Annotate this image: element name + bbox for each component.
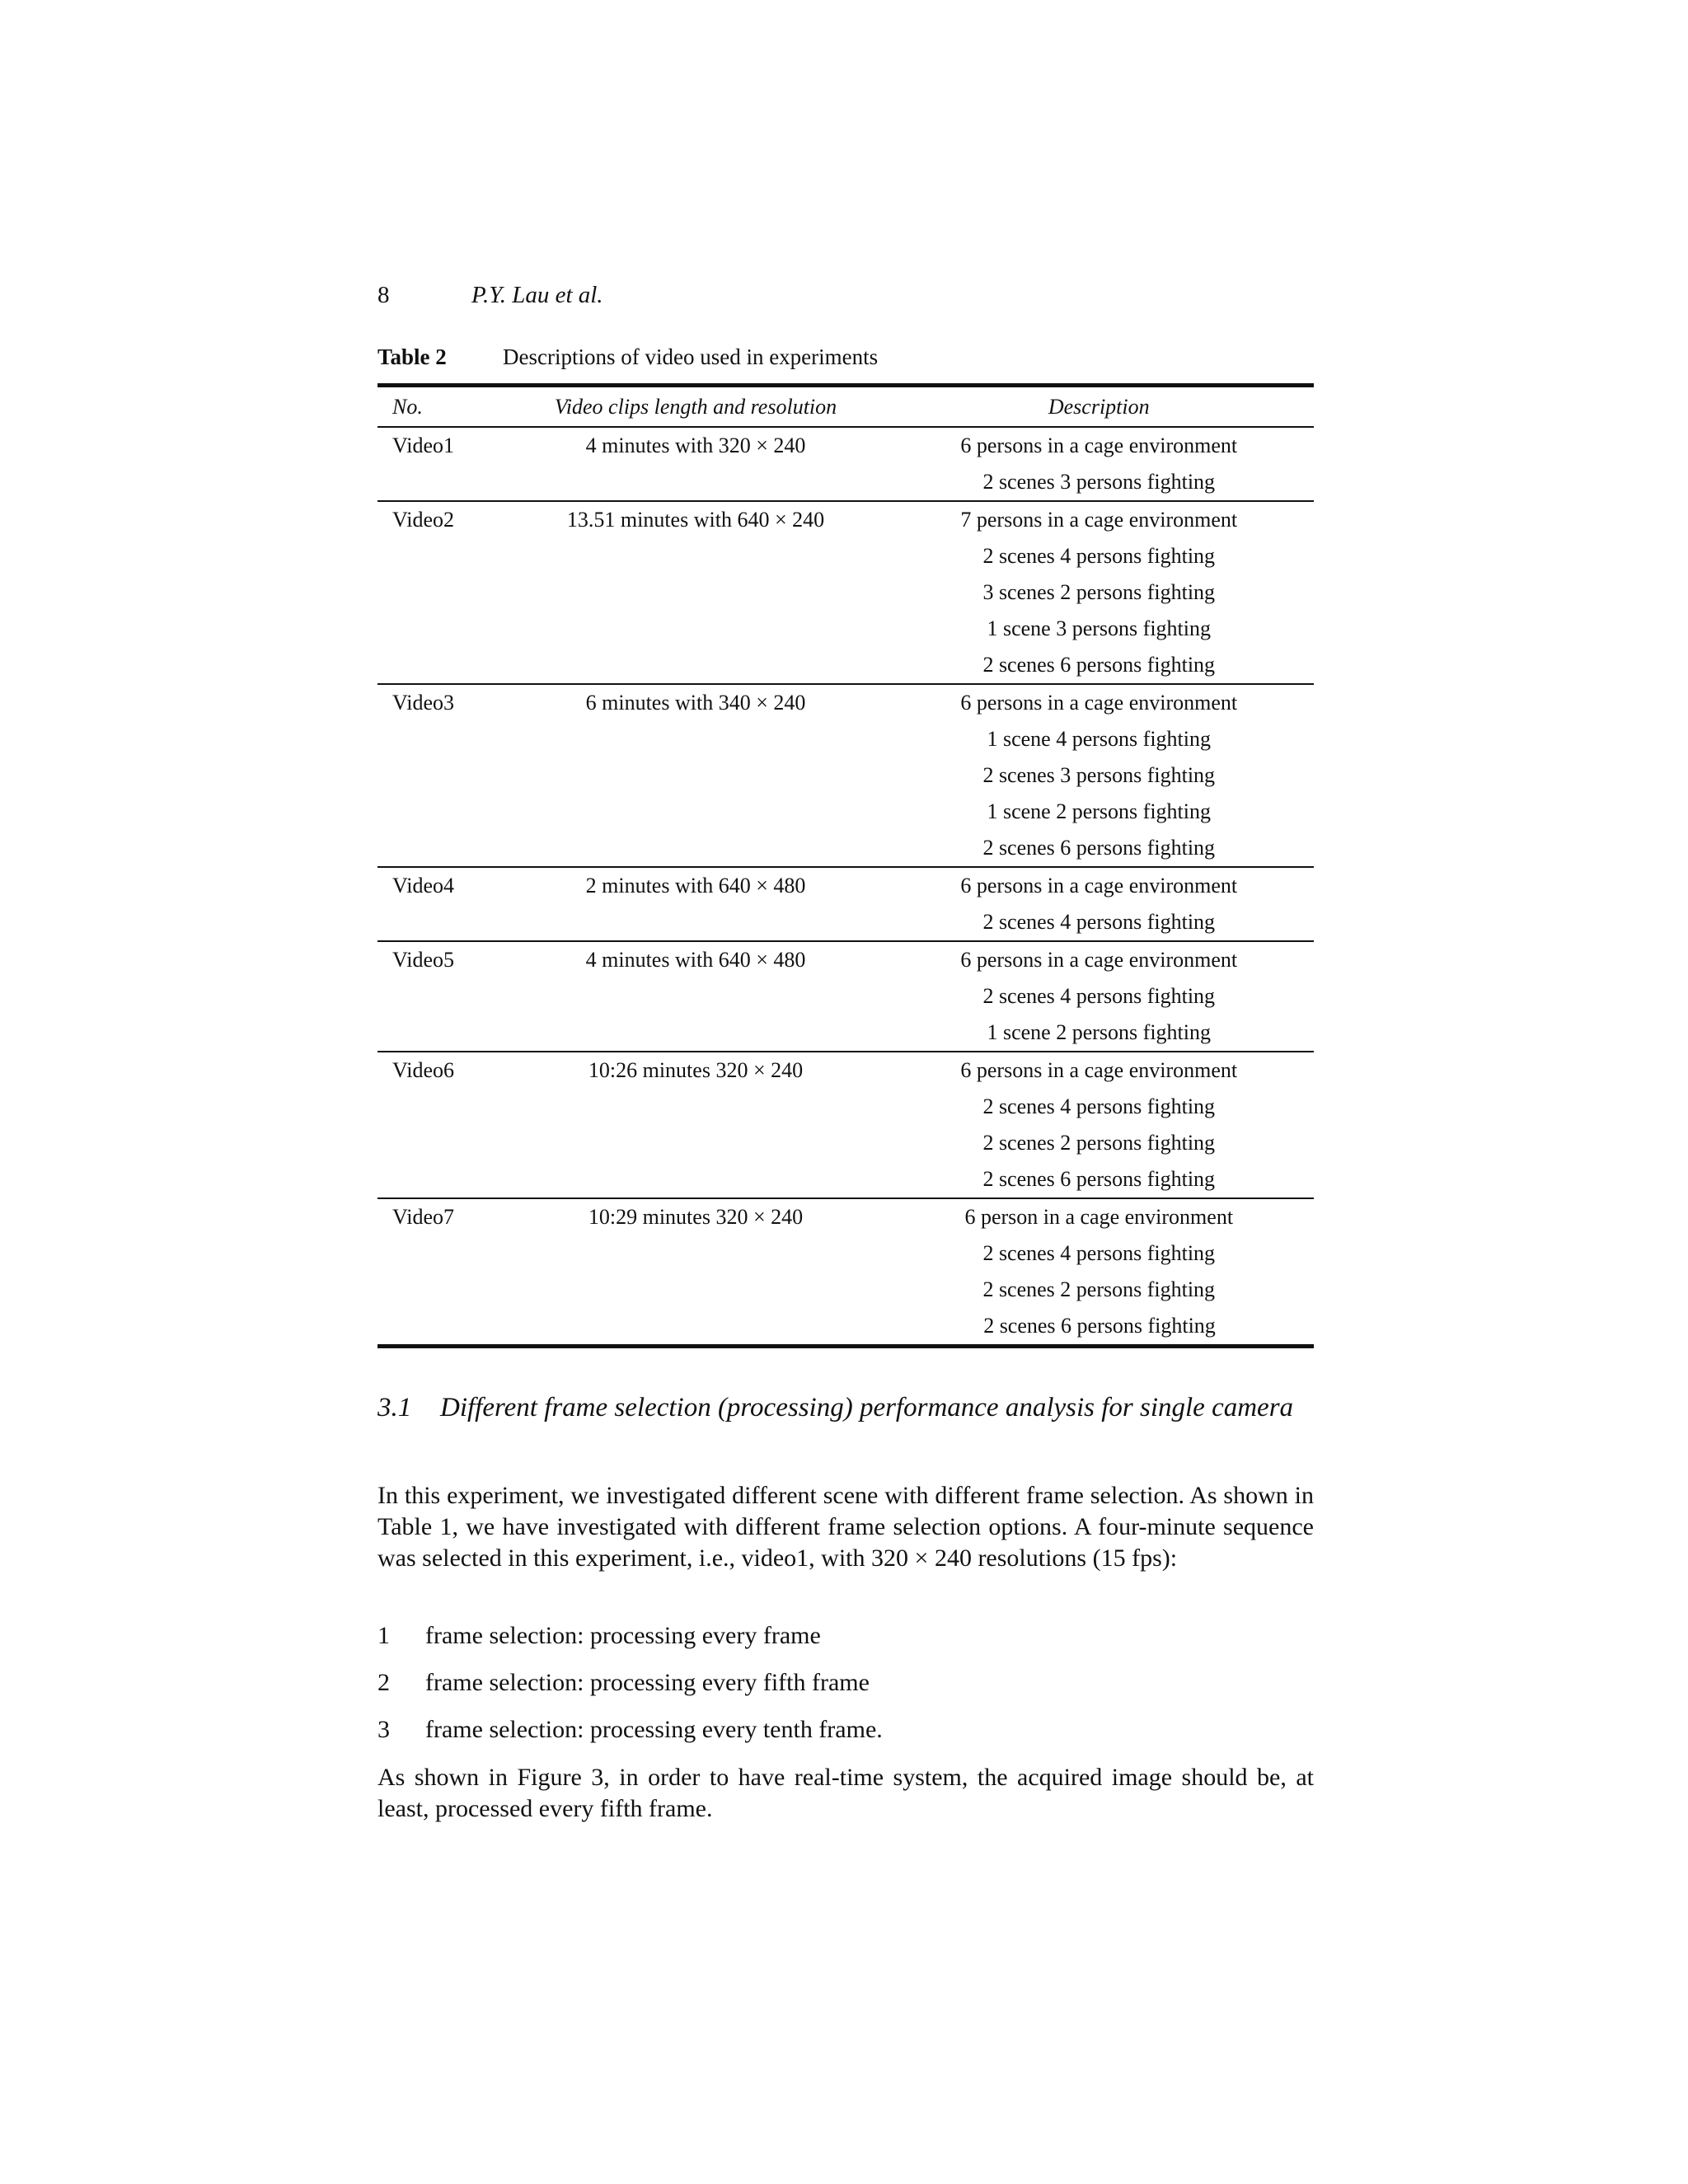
cell-length-resolution xyxy=(508,1161,884,1198)
cell-description: 6 persons in a cage environment xyxy=(960,1058,1238,1082)
cell-description: 3 scenes 2 persons fighting xyxy=(982,580,1216,604)
table-row xyxy=(377,941,1314,978)
list-item xyxy=(377,1620,1314,1667)
cell-description: 2 scenes 4 persons fighting xyxy=(982,1094,1216,1118)
table-row xyxy=(377,1198,1314,1235)
cell-video-no xyxy=(377,830,508,867)
cell-length-resolution xyxy=(508,721,884,757)
table-row xyxy=(377,1015,1314,1052)
cell-description: 6 person in a cage environment xyxy=(964,1205,1234,1229)
cell-video-no: Video1 xyxy=(392,434,454,457)
cell-video-no xyxy=(377,1161,508,1198)
cell-description: 2 scenes 4 persons fighting xyxy=(884,904,1315,941)
table-row xyxy=(377,647,1314,684)
column-header-length: Video clips length and resolution xyxy=(554,394,837,419)
table-row xyxy=(377,1308,1314,1347)
cell-length-resolution xyxy=(508,978,884,1015)
table-row xyxy=(377,611,1314,647)
table-caption xyxy=(377,342,878,372)
cell-video-no xyxy=(377,978,508,1015)
table-caption-text: Descriptions of video used in experiments xyxy=(503,344,879,369)
table-row xyxy=(377,830,1314,867)
running-head: P.Y. Lau et al. xyxy=(471,282,603,308)
table-row xyxy=(377,904,1314,941)
list-item-text: frame selection: processing every fifth frame xyxy=(425,1669,870,1696)
list-item xyxy=(377,1714,1314,1761)
cell-description: 2 scenes 2 persons fighting xyxy=(982,1131,1216,1155)
cell-description: 2 scenes 3 persons fighting xyxy=(982,763,1216,787)
column-header-no: No. xyxy=(392,394,423,419)
cell-length-resolution xyxy=(508,757,884,794)
cell-description: 2 scenes 6 persons fighting xyxy=(884,830,1315,867)
cell-length-resolution: 6 minutes with 340 × 240 xyxy=(585,691,806,715)
cell-length-resolution: 13.51 minutes with 640 × 240 xyxy=(566,508,825,532)
cell-description: 1 scene 2 persons fighting xyxy=(884,1015,1315,1052)
cell-video-no xyxy=(377,574,508,611)
cell-length-resolution xyxy=(508,647,884,684)
cell-video-no xyxy=(377,1125,508,1161)
cell-video-no: Video5 xyxy=(392,948,454,972)
cell-video-no xyxy=(377,904,508,941)
video-descriptions-table xyxy=(377,383,1314,1348)
cell-length-resolution xyxy=(508,794,884,830)
page-header xyxy=(377,279,603,312)
cell-video-no xyxy=(377,538,508,574)
cell-length-resolution xyxy=(508,904,884,941)
cell-description: 2 scenes 6 persons fighting xyxy=(884,1161,1315,1198)
list-item-number: 2 xyxy=(377,1669,390,1696)
table-header xyxy=(377,386,1314,428)
cell-video-no xyxy=(377,757,508,794)
cell-description: 2 scenes 4 persons fighting xyxy=(982,984,1216,1008)
cell-length-resolution: 10:26 minutes 320 × 240 xyxy=(588,1058,804,1082)
frame-selection-list xyxy=(377,1620,1314,1761)
cell-length-resolution: 4 minutes with 320 × 240 xyxy=(585,434,806,457)
cell-description: 1 scene 3 persons fighting xyxy=(987,616,1211,640)
cell-description: 2 scenes 4 persons fighting xyxy=(982,1241,1216,1265)
section-heading xyxy=(377,1391,1314,1424)
cell-description: 2 scenes 6 persons fighting xyxy=(884,647,1315,684)
table-row xyxy=(377,1125,1314,1161)
table-row xyxy=(377,684,1314,721)
table-row xyxy=(377,1161,1314,1198)
cell-description: 6 persons in a cage environment xyxy=(960,691,1238,715)
cell-length-resolution xyxy=(508,1308,884,1347)
table-header-row xyxy=(377,386,1314,428)
cell-video-no xyxy=(377,611,508,647)
cell-length-resolution: 10:29 minutes 320 × 240 xyxy=(588,1205,804,1229)
cell-description: 6 persons in a cage environment xyxy=(960,948,1238,972)
cell-description: 6 persons in a cage environment xyxy=(960,874,1238,898)
cell-video-no xyxy=(377,794,508,830)
table-row xyxy=(377,721,1314,757)
table-row xyxy=(377,427,1314,464)
cell-length-resolution: 4 minutes with 640 × 480 xyxy=(585,948,806,972)
section-number: 3.1 xyxy=(377,1393,412,1422)
cell-description: 1 scene 2 persons fighting xyxy=(987,799,1211,823)
cell-video-no: Video4 xyxy=(392,874,454,898)
cell-description: 1 scene 4 persons fighting xyxy=(987,727,1211,751)
cell-video-no: Video3 xyxy=(392,691,454,715)
cell-description: 2 scenes 4 persons fighting xyxy=(982,544,1216,568)
cell-video-no xyxy=(377,1015,508,1052)
list-item-text: frame selection: processing every frame xyxy=(425,1622,821,1649)
list-item-number: 1 xyxy=(377,1622,390,1649)
table-row xyxy=(377,757,1314,794)
list-item-number: 3 xyxy=(377,1716,390,1743)
cell-video-no xyxy=(377,464,508,501)
cell-length-resolution xyxy=(508,830,884,867)
cell-description: 2 scenes 2 persons fighting xyxy=(982,1277,1216,1301)
cell-video-no xyxy=(377,647,508,684)
cell-description: 2 scenes 3 persons fighting xyxy=(884,464,1315,501)
table-container xyxy=(377,383,1314,1348)
table-row xyxy=(377,1052,1314,1089)
table-caption-label: Table 2 xyxy=(377,344,447,369)
table-row xyxy=(377,1272,1314,1308)
cell-description: 7 persons in a cage environment xyxy=(960,508,1238,532)
cell-description: 6 persons in a cage environment xyxy=(960,434,1238,457)
table-row xyxy=(377,501,1314,538)
cell-length-resolution xyxy=(508,1125,884,1161)
list-item-text: frame selection: processing every tenth frame. xyxy=(425,1716,883,1743)
cell-description: 2 scenes 6 persons fighting xyxy=(884,1308,1315,1347)
section-title: Different frame selection (processing) performance analysis for single camera xyxy=(440,1393,1294,1422)
cell-length-resolution xyxy=(508,611,884,647)
paragraph-intro: In this experiment, we investigated different scene with different frame selection. As shown in Table 1, we have investigated with different frame selection options. A four-minute sequence was selected in this experiment, i.e., video1, with 320 × 240 resolutions (15 fps): xyxy=(377,1482,1314,1572)
cell-video-no xyxy=(377,721,508,757)
paragraph-conclusion: As shown in Figure 3, in order to have real-time system, the acquired image should be, at least, processed every fifth frame. xyxy=(377,1764,1314,1822)
table-row xyxy=(377,867,1314,904)
cell-video-no: Video2 xyxy=(392,508,454,532)
table-body xyxy=(377,427,1314,1347)
cell-video-no: Video7 xyxy=(392,1205,454,1229)
list-item xyxy=(377,1667,1314,1714)
table-row xyxy=(377,1235,1314,1272)
cell-video-no xyxy=(377,1089,508,1125)
table-row xyxy=(377,574,1314,611)
table-row xyxy=(377,794,1314,830)
column-header-description: Description xyxy=(1048,394,1150,419)
table-row xyxy=(377,538,1314,574)
cell-length-resolution: 2 minutes with 640 × 480 xyxy=(585,874,806,898)
cell-length-resolution xyxy=(508,574,884,611)
table-row xyxy=(377,464,1314,501)
cell-video-no xyxy=(377,1272,508,1308)
cell-length-resolution xyxy=(508,1015,884,1052)
cell-length-resolution xyxy=(508,1235,884,1272)
cell-length-resolution xyxy=(508,538,884,574)
cell-video-no: Video6 xyxy=(392,1058,454,1082)
cell-video-no xyxy=(377,1235,508,1272)
table-row xyxy=(377,1089,1314,1125)
cell-length-resolution xyxy=(508,1272,884,1308)
cell-video-no xyxy=(377,1308,508,1347)
page-number: 8 xyxy=(377,282,390,308)
cell-length-resolution xyxy=(508,464,884,501)
cell-length-resolution xyxy=(508,1089,884,1125)
table-row xyxy=(377,978,1314,1015)
